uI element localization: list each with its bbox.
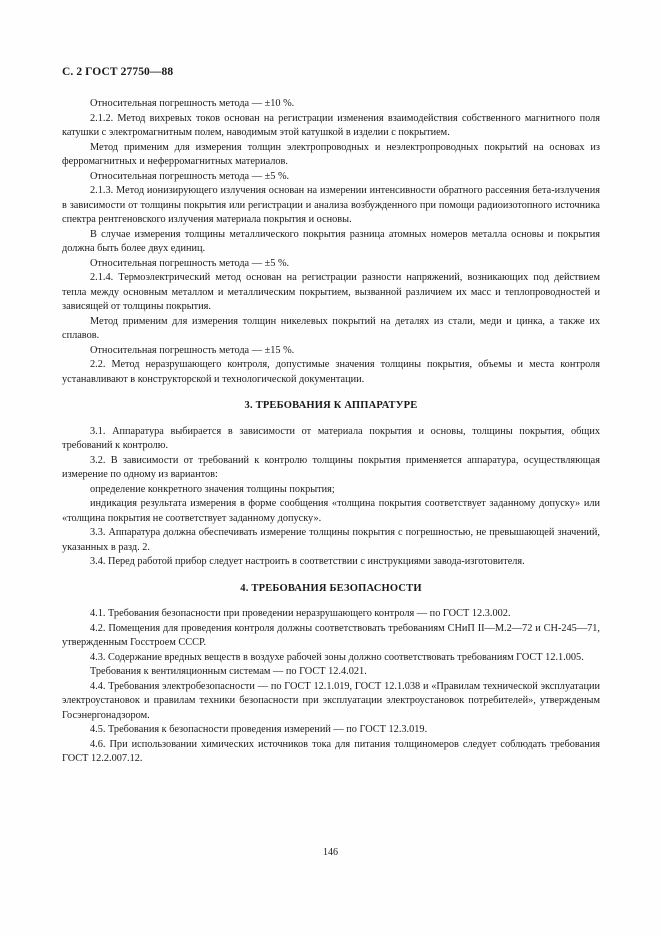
paragraph: 2.1.2. Метод вихревых токов основан на регистрации изменения взаимодействия собственного магнитного поля катушки с электромагнитным полем, наводимым этой катушкой в изделии с покрытием. xyxy=(62,112,600,138)
paragraph: определение конкретного значения толщины покрытия; xyxy=(90,483,335,495)
paragraph: 4.6. При использовании химических источников тока для питания толщиномеров следует соблюдать требования ГОСТ 12.2.007.12. xyxy=(62,738,600,764)
section-heading-safety: 4. ТРЕБОВАНИЯ БЕЗОПАСНОСТИ xyxy=(240,582,422,594)
paragraph: 4.2. Помещения для проведения контроля должны соответствовать требованиям СНиП II—М.2—72 и СН-245—71, утвержденным Госстроем СССР. xyxy=(62,622,600,648)
paragraph: 2.1.3. Метод ионизирующего излучения основан на измерении интенсивности обратного рассеяния бета-излучения в зависимости от толщины покрытия или регистрации и анализа возбужденного при помощи радиоизотопного источника спектра рентгеновского излучения материала покрытия и основы. xyxy=(62,185,600,225)
paragraph: Относительная погрешность метода — ±5 %. xyxy=(90,170,290,182)
paragraph: 3.3. Аппаратура должна обеспечивать измерение толщины покрытия с погрешностью, не превышающей значений, указанных в разд. 2. xyxy=(62,527,600,553)
paragraph: Относительная погрешность метода — ±5 %. xyxy=(90,257,290,269)
page-number: 146 xyxy=(323,847,338,858)
section-heading-equipment: 3. ТРЕБОВАНИЯ К АППАРАТУРЕ xyxy=(244,400,418,411)
paragraph: Метод применим для измерения толщин никелевых покрытий на деталях из стали, меди и цинка, а также их сплавов. xyxy=(62,315,600,341)
paragraph: Относительная погрешность метода — ±15 %. xyxy=(90,344,295,356)
paragraph: 2.2. Метод неразрушающего контроля, допустимые значения толщины покрытия, объемы и места контроля устанавливают в конструкторской и технологической документации. xyxy=(62,359,600,385)
paragraph: В случае измерения толщины металлического покрытия разница атомных номеров металла основы и покрытия должна быть более двух единиц. xyxy=(62,228,600,254)
paragraph: 4.1. Требования безопасности при проведении неразрушающего контроля — по ГОСТ 12.3.002. xyxy=(90,608,511,619)
paragraph: 3.4. Перед работой прибор следует настроить в соответствии с инструкциями завода-изготовителя. xyxy=(90,556,525,567)
document-body xyxy=(62,97,600,767)
paragraph: 4.5. Требования к безопасности проведения измерений — по ГОСТ 12.3.019. xyxy=(90,724,428,735)
paragraph: 4.3. Содержание вредных веществ в воздухе рабочей зоны должно соответствовать требованиям ГОСТ 12.1.005. xyxy=(90,651,584,663)
paragraph: 3.1. Аппаратура выбирается в зависимости от материала покрытия и основы, толщины покрытия, общих требований к контролю. xyxy=(62,425,600,451)
page-header: С. 2 ГОСТ 27750—88 xyxy=(62,66,174,78)
paragraph: 4.4. Требования электробезопасности — по ГОСТ 12.1.019, ГОСТ 12.1.038 и «Правилам технической эксплуатации электроустановок и правилам техники безопасности при эксплуатации электроустановок потребителей», утвержденым Госэнергонадзором. xyxy=(62,680,600,721)
paragraph: индикация результата измерения в форме сообщения «толщина покрытия соответствует заданному допуску» или «толщина покрытия не соответствует заданному допуску». xyxy=(62,498,600,524)
paragraph: 3.2. В зависимости от требований к контролю толщины покрытия применяется аппаратура, осуществляющая измерение по одному из вариантов: xyxy=(62,454,600,480)
paragraph: Метод применим для измерения толщин электропроводных и неэлектропроводных покрытий на основах из ферромагнитных и неферромагнитных материалов. xyxy=(62,141,600,167)
paragraph: Требования к вентиляционным системам — по ГОСТ 12.4.021. xyxy=(90,666,367,677)
paragraph: Относительная погрешность метода — ±10 %. xyxy=(90,98,295,109)
paragraph: 2.1.4. Термоэлектрический метод основан на регистрации разности напряжений, возникающих под действием тепла между основным металлом и металлическим покрытием, вызванной различием их масс и теплопроводностей и зависящей от толщины покрытия. xyxy=(62,272,600,312)
